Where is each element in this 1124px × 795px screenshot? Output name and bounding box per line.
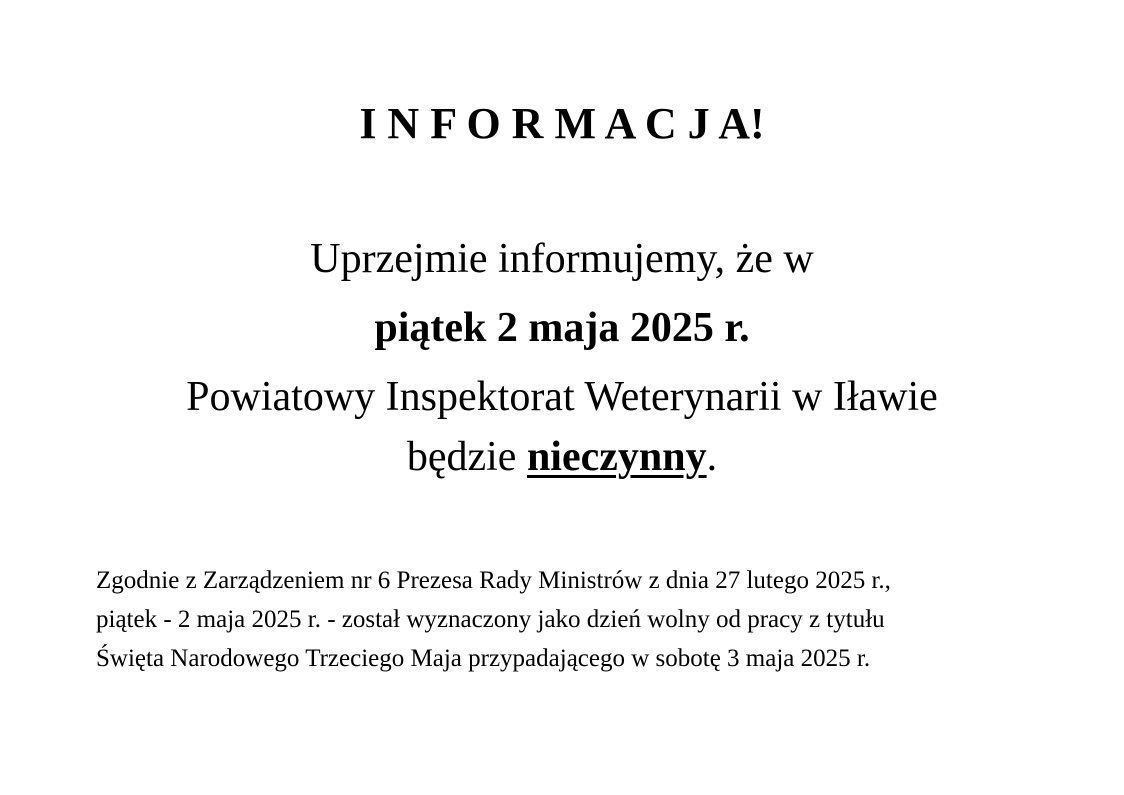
notice-title: I N F O R M A C J A!: [359, 99, 765, 148]
closure-status-suffix: .: [706, 434, 718, 480]
closure-status-line: [0, 428, 1124, 486]
closure-status-prefix: będzie: [406, 434, 527, 480]
closed-status-word: nieczynny: [526, 434, 707, 480]
closure-announcement: [0, 230, 1124, 486]
announcement-intro: Uprzejmie informujemy, że w: [310, 236, 814, 282]
legal-note-line-2: piątek - 2 maja 2025 r. - został wyznaczony jako dzień wolny od pracy z tytułu: [96, 606, 885, 633]
legal-basis-note: [96, 561, 1056, 678]
closure-date: piątek 2 maja 2025 r.: [374, 305, 750, 351]
legal-note-line-1: Zgodnie z Zarządzeniem nr 6 Prezesa Rady Ministrów z dnia 27 lutego 2025 r.,: [96, 567, 891, 594]
office-name: Powiatowy Inspektorat Weterynarii w Iławie: [186, 374, 938, 420]
legal-note-line-3: Święta Narodowego Trzeciego Maja przypadającego w sobotę 3 maja 2025 r.: [96, 645, 871, 672]
